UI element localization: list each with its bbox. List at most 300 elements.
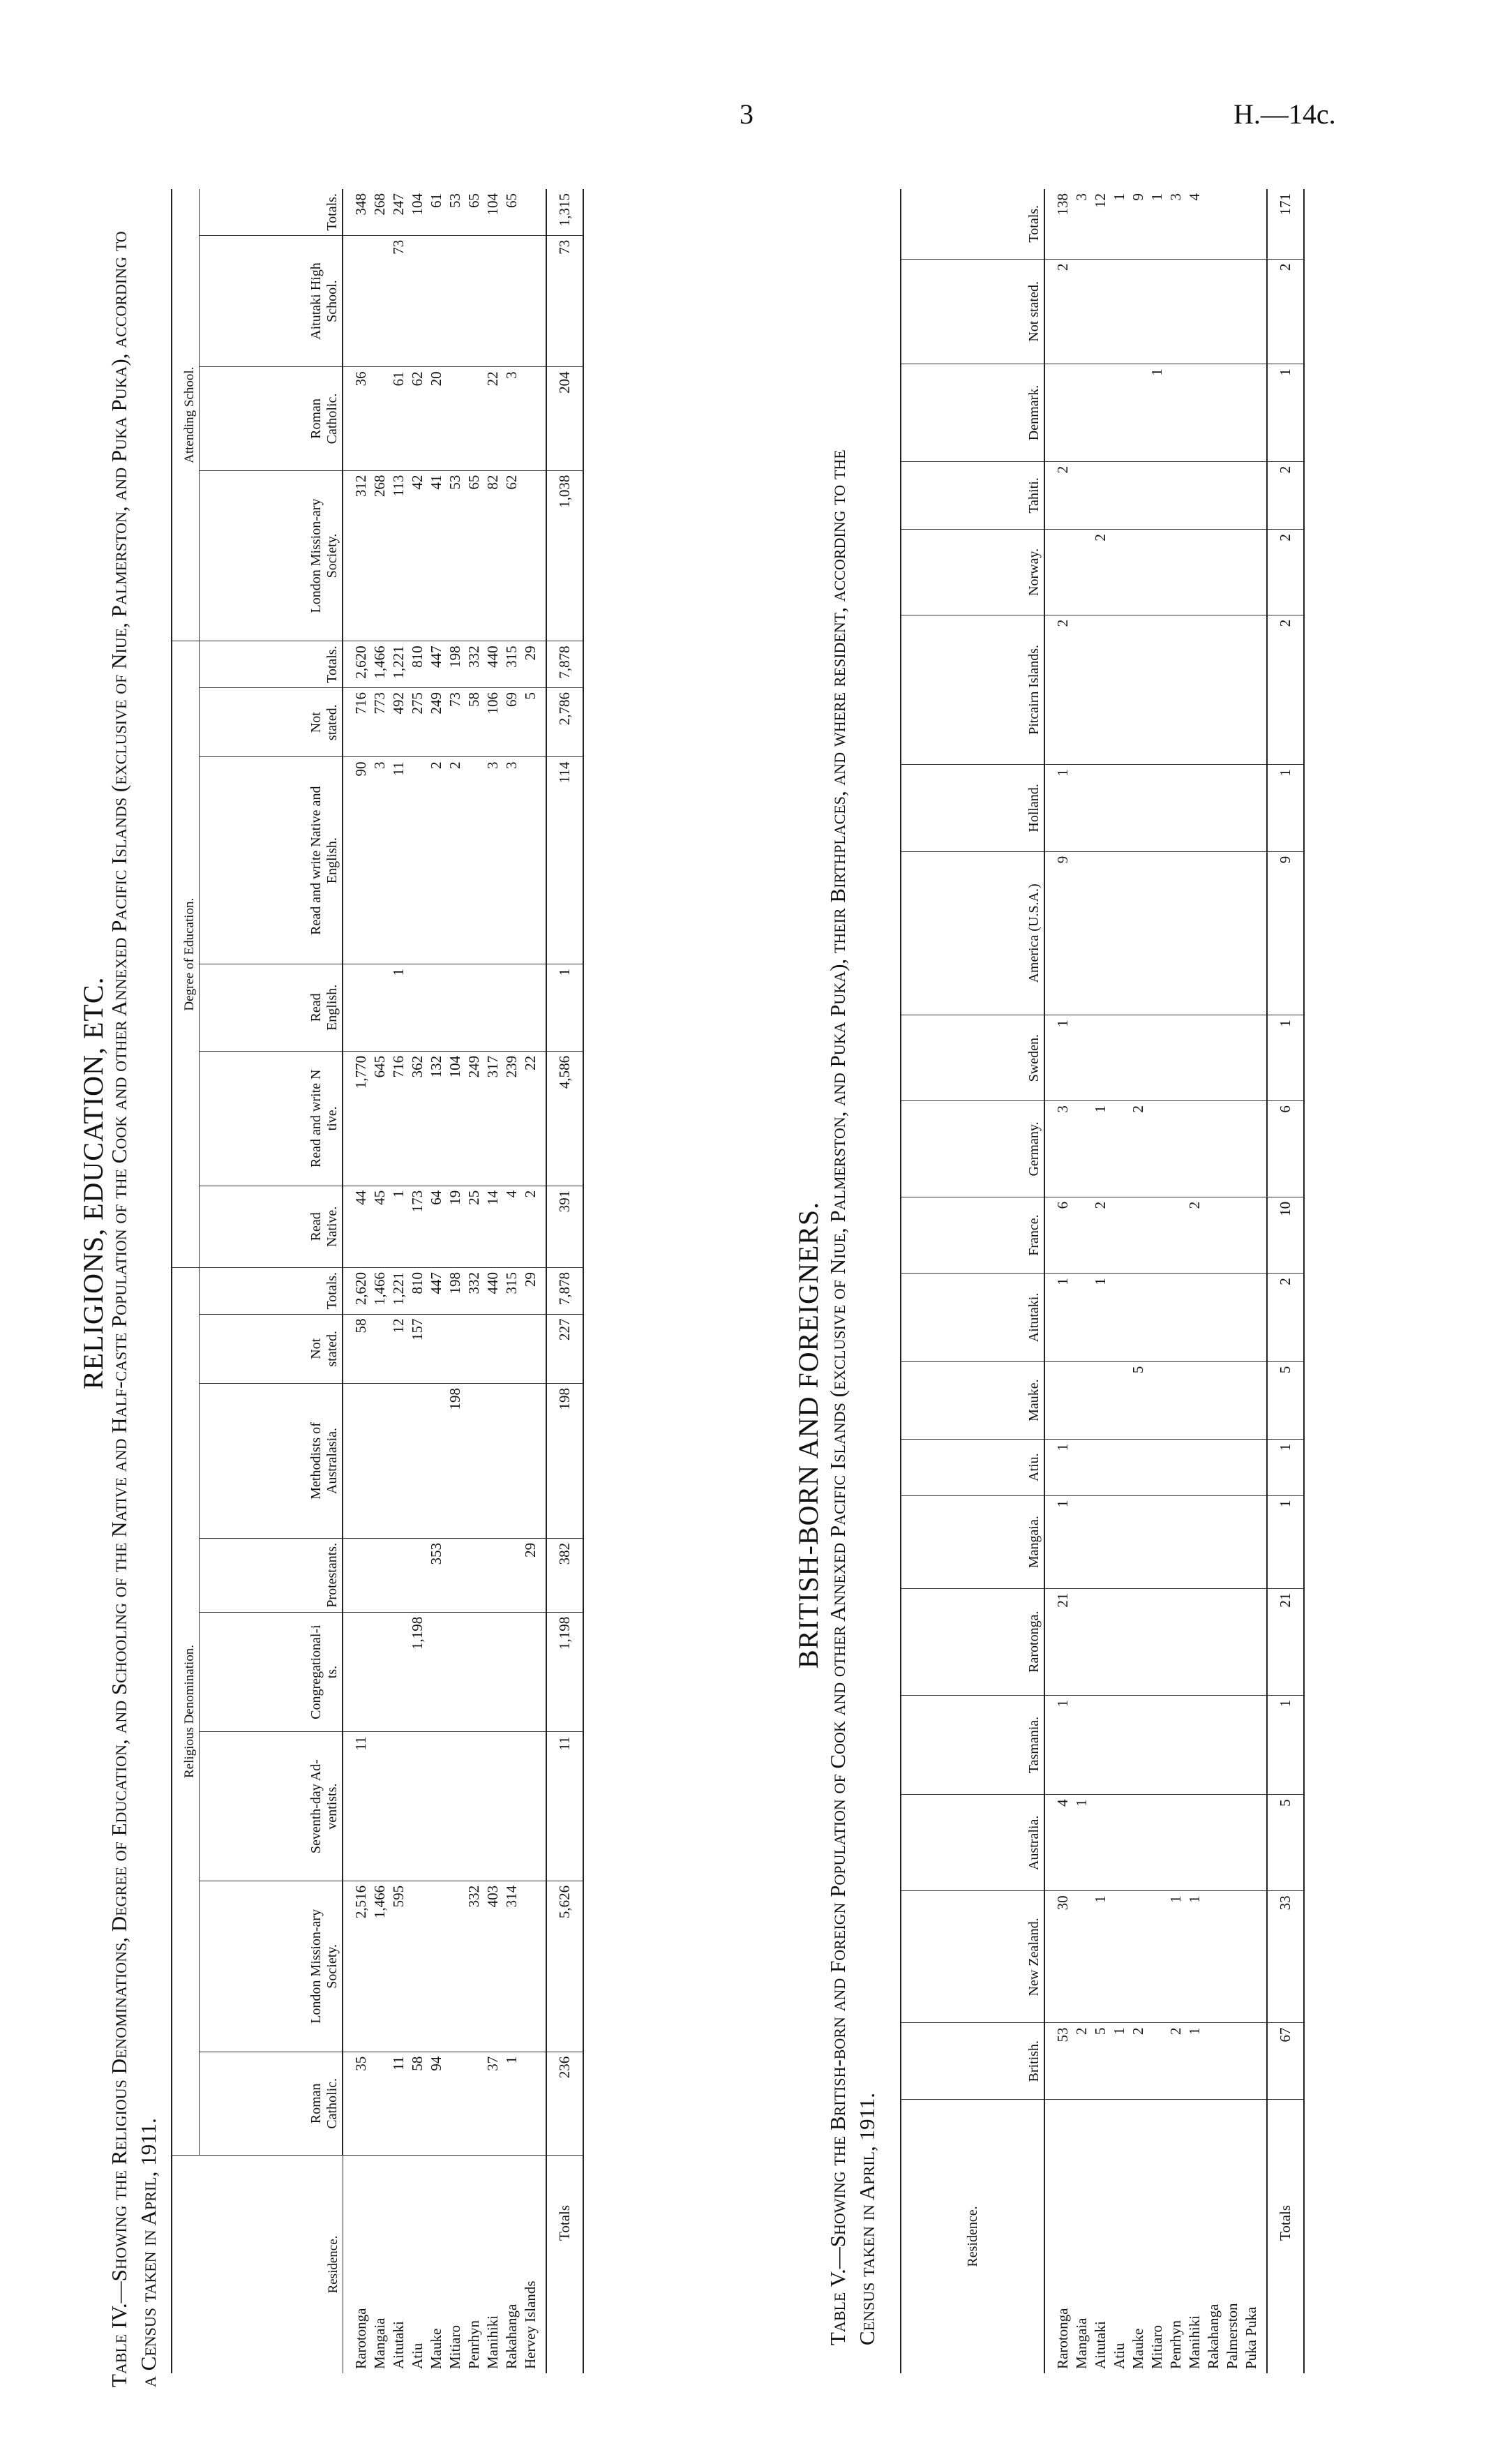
table-cell xyxy=(408,1881,427,2052)
table-cell xyxy=(1072,1695,1091,1795)
table-cell xyxy=(446,1612,465,1732)
table-cell: 1 xyxy=(1072,1795,1091,1891)
table-cell xyxy=(1148,1274,1167,1361)
table-cell xyxy=(465,2052,483,2155)
table-cell xyxy=(1091,1588,1110,1695)
table-cell xyxy=(1204,364,1223,462)
total-cell: 9 xyxy=(1267,851,1304,1015)
table-cell: 1 xyxy=(502,2052,521,2155)
table-cell: 104 xyxy=(484,193,501,216)
table-cell xyxy=(1072,530,1091,615)
table-cell: 1 xyxy=(1148,193,1165,201)
table-cell xyxy=(343,1384,370,1539)
table-row xyxy=(1148,189,1167,2373)
column-header: Atiu. xyxy=(901,1439,1044,1495)
table-cell xyxy=(1223,1439,1242,1495)
table-cell xyxy=(1129,461,1148,529)
total-cell: 1 xyxy=(1267,1495,1304,1588)
table-cell: 58 xyxy=(408,2052,427,2155)
table-cell xyxy=(483,1732,502,1881)
table-cell: 2,516 xyxy=(343,1881,370,2052)
column-header: Germany. xyxy=(901,1101,1044,1197)
table-cell: 2 xyxy=(1129,1101,1148,1197)
total-cell: 1 xyxy=(1267,364,1304,462)
table-v-label: Table V. xyxy=(825,2269,850,2345)
table-cell xyxy=(408,964,427,1051)
table-cell xyxy=(1242,259,1267,364)
table-cell: 1 xyxy=(1185,1891,1204,2023)
table-cell: 249 xyxy=(465,1051,483,1186)
table-cell: 3 xyxy=(1044,1101,1072,1197)
table-cell: 14 xyxy=(483,1186,502,1267)
table-cell: 53 xyxy=(447,193,463,208)
table-cell xyxy=(1223,2023,1242,2100)
row-label: Manihiki xyxy=(1185,2100,1204,2374)
table-cell xyxy=(1110,461,1129,529)
table-cell xyxy=(1242,364,1267,462)
table-cell: 3 xyxy=(1073,193,1090,201)
table-cell: 58 xyxy=(343,1314,370,1383)
section-title-religions: RELIGIONS, EDUCATION, ETC. xyxy=(77,976,109,1389)
table-cell xyxy=(1129,1015,1148,1101)
table-cell xyxy=(1204,851,1223,1015)
table-cell xyxy=(1129,615,1148,764)
row-label: Rakahanga xyxy=(502,2156,521,2374)
table-cell xyxy=(1148,1361,1167,1439)
table-cell: 1 xyxy=(1167,1891,1185,2023)
table-cell xyxy=(427,1314,446,1383)
table-cell xyxy=(1242,851,1267,1015)
table-cell xyxy=(1167,1439,1185,1495)
table-cell: 332 xyxy=(465,1881,483,2052)
table-cell xyxy=(1072,1588,1091,1695)
column-header: Totals. xyxy=(901,189,1044,259)
table-cell xyxy=(1242,189,1267,259)
table-cell xyxy=(1242,461,1267,529)
table-cell xyxy=(502,964,521,1051)
table-cell xyxy=(1129,259,1148,364)
row-label: Rarotonga xyxy=(343,2156,370,2374)
total-cell: 1 xyxy=(1267,1015,1304,1101)
table-cell: 65 xyxy=(465,470,483,641)
table-cell xyxy=(1091,765,1110,852)
table-cell xyxy=(1129,364,1148,462)
table-cell xyxy=(1129,1197,1148,1273)
table-cell: 447 xyxy=(427,641,446,688)
table-cell: 9 xyxy=(1044,851,1072,1015)
row-label: Penrhyn xyxy=(465,2156,483,2374)
group-header-school: Attending School. xyxy=(172,189,200,641)
table-cell xyxy=(370,235,389,367)
row-label: Penrhyn xyxy=(1167,2100,1185,2374)
table-cell xyxy=(1072,1891,1091,2023)
table-cell xyxy=(1148,259,1167,364)
column-header: Mauke. xyxy=(901,1361,1044,1439)
row-label: Mangaia xyxy=(370,2156,389,2374)
row-label: Rarotonga xyxy=(1044,2100,1072,2374)
table-cell xyxy=(1242,2023,1267,2100)
table-cell: 2,620 xyxy=(343,641,370,688)
table-cell xyxy=(1185,1101,1204,1197)
table-cell xyxy=(1185,851,1204,1015)
table-cell: 104 xyxy=(446,1051,465,1186)
table-cell xyxy=(1072,259,1091,364)
table-cell: 1 xyxy=(1044,765,1072,852)
table-cell: 353 xyxy=(427,1538,446,1612)
table-cell xyxy=(1223,765,1242,852)
table-cell: 247 xyxy=(390,193,407,216)
table-cell xyxy=(1110,1015,1129,1101)
row-label: Atiu xyxy=(408,2156,427,2374)
table-cell xyxy=(1242,1015,1267,1101)
table-cell: 69 xyxy=(502,688,521,757)
table-cell: 41 xyxy=(427,470,446,641)
totals-row xyxy=(546,189,583,2373)
table-cell xyxy=(483,1314,502,1383)
table-cell: 45 xyxy=(370,1186,389,1267)
table-cell xyxy=(370,1314,389,1383)
table-cell xyxy=(1044,530,1072,615)
table-cell xyxy=(521,367,546,470)
column-header: Totals. xyxy=(200,189,343,235)
table-cell: 249 xyxy=(427,688,446,757)
table-cell xyxy=(1110,765,1129,852)
table-cell xyxy=(1148,615,1167,764)
table-cell xyxy=(1204,1274,1223,1361)
table-cell xyxy=(427,1732,446,1881)
table-cell xyxy=(446,1881,465,2052)
total-cell: 5,626 xyxy=(546,1881,583,2052)
table-cell xyxy=(521,964,546,1051)
table-cell: 773 xyxy=(370,688,389,757)
table-cell: 22 xyxy=(521,1051,546,1186)
table-cell xyxy=(1185,1015,1204,1101)
table-cell xyxy=(1110,615,1129,764)
table-cell: 61 xyxy=(428,193,444,208)
table-cell xyxy=(1242,615,1267,764)
table-cell: 3 xyxy=(502,757,521,964)
table-cell xyxy=(1072,461,1091,529)
table-cell xyxy=(1242,1274,1267,1361)
table-cell xyxy=(1129,1891,1148,2023)
table-cell xyxy=(1148,1588,1167,1695)
total-cell: 2 xyxy=(1267,1274,1304,1361)
table-cell xyxy=(1091,615,1110,764)
table-cell xyxy=(1129,1439,1148,1495)
table-v-caption-text: —Showing the British-born and Foreign Population of Cook and other Annexed Pacific Islands (exclusive of Niue, Palmerston, and Puka Puka), their Birthplaces, and where resident, according to the Census taken in April, 1911. xyxy=(825,449,879,2345)
column-header: Pitcairn Islands. xyxy=(901,615,1044,764)
table-cell: 11 xyxy=(343,1732,370,1881)
table-cell xyxy=(1148,1495,1167,1588)
table-cell xyxy=(1148,1197,1167,1273)
table-cell: 5 xyxy=(1129,1361,1148,1439)
table-cell xyxy=(1223,1795,1242,1891)
table-cell xyxy=(1167,1361,1185,1439)
table-cell: 1 xyxy=(1091,1101,1110,1197)
row-label: Hervey Islands xyxy=(521,2156,546,2374)
table-cell: 440 xyxy=(483,1267,502,1314)
column-header: London Mission-ary Society. xyxy=(200,1881,343,2052)
table-row xyxy=(1091,189,1110,2373)
table-cell xyxy=(408,235,427,367)
table-cell: 810 xyxy=(408,641,427,688)
table-cell xyxy=(1110,530,1129,615)
column-header: Sweden. xyxy=(901,1015,1044,1101)
table-cell xyxy=(1091,1495,1110,1588)
table-cell: 2 xyxy=(1091,1197,1110,1273)
table-cell: 2 xyxy=(1185,1197,1204,1273)
column-header: Aitutaki. xyxy=(901,1274,1044,1361)
table-cell xyxy=(343,1538,370,1612)
row-label: Mauke xyxy=(427,2156,446,2374)
table-cell: 62 xyxy=(502,470,521,641)
column-header: Tasmania. xyxy=(901,1695,1044,1795)
table-cell xyxy=(1110,1495,1129,1588)
table-cell: 1 xyxy=(1091,1274,1110,1361)
table-cell xyxy=(1072,1495,1091,1588)
total-cell: 4,586 xyxy=(546,1051,583,1186)
column-header: Mangaia. xyxy=(901,1495,1044,1588)
total-cell: 1 xyxy=(1267,1439,1304,1495)
column-header: Totals. xyxy=(200,1267,343,1314)
table-cell xyxy=(1223,1015,1242,1101)
table-cell xyxy=(1129,1795,1148,1891)
table-row xyxy=(1204,189,1223,2373)
total-cell: 33 xyxy=(1267,1891,1304,2023)
table-cell xyxy=(1223,1695,1242,1795)
row-label: Mauke xyxy=(1129,2100,1148,2374)
page-number: 3 xyxy=(740,98,753,130)
table-cell xyxy=(1204,765,1223,852)
table-cell: 810 xyxy=(408,1267,427,1314)
table-cell: 645 xyxy=(370,1051,389,1186)
total-cell: 2 xyxy=(1267,530,1304,615)
table-cell xyxy=(502,1732,521,1881)
table-cell xyxy=(1091,1439,1110,1495)
table-cell xyxy=(1167,1274,1185,1361)
table-cell xyxy=(1072,1101,1091,1197)
table-cell: 29 xyxy=(521,641,546,688)
table-cell: 314 xyxy=(502,1881,521,2052)
table-cell: 132 xyxy=(427,1051,446,1186)
table-cell xyxy=(1242,1588,1267,1695)
table-cell xyxy=(1223,461,1242,529)
table-cell xyxy=(1072,1197,1091,1273)
table-cell: 53 xyxy=(446,470,465,641)
column-header: Rarotonga. xyxy=(901,1588,1044,1695)
table-row xyxy=(1072,189,1091,2373)
table-cell: 317 xyxy=(483,1051,502,1186)
table-cell xyxy=(1044,1361,1072,1439)
table-cell: 1,770 xyxy=(343,1051,370,1186)
table-cell: 58 xyxy=(465,688,483,757)
table-cell xyxy=(1204,1439,1223,1495)
table-cell xyxy=(389,1732,408,1881)
table-cell: 2,620 xyxy=(343,1267,370,1314)
table-cell: 22 xyxy=(483,367,502,470)
column-header: Holland. xyxy=(901,765,1044,852)
total-cell: 1 xyxy=(1267,765,1304,852)
table-cell xyxy=(1185,1274,1204,1361)
row-label: Mitiaro xyxy=(1148,2100,1167,2374)
table-cell xyxy=(465,1538,483,1612)
table-iv-label: Table IV. xyxy=(107,2303,131,2387)
table-cell: 94 xyxy=(427,2052,446,2155)
table-cell xyxy=(1223,1588,1242,1695)
table-cell: 4 xyxy=(1186,193,1203,201)
table-cell: 29 xyxy=(521,1538,546,1612)
table-cell xyxy=(1167,364,1185,462)
table-cell: 1 xyxy=(1044,1015,1072,1101)
table-cell: 73 xyxy=(389,235,408,367)
total-cell: 391 xyxy=(546,1186,583,1267)
table-cell xyxy=(343,235,370,367)
table-cell: 61 xyxy=(389,367,408,470)
table-cell xyxy=(1167,1495,1185,1588)
column-header: Read Native. xyxy=(200,1186,343,1267)
total-cell: 114 xyxy=(546,757,583,964)
table-cell: 138 xyxy=(1054,193,1071,216)
table-cell xyxy=(1044,364,1072,462)
residence-header: Residence. xyxy=(172,2156,343,2374)
column-header: America (U.S.A.) xyxy=(901,851,1044,1015)
table-cell xyxy=(1185,1361,1204,1439)
table-iv-caption-text: —Showing the Religious Denominations, Degree of Education, and Schooling of the Native and Half-caste Population of the Cook and other Annexed Pacific Islands (exclusive of Niue, Palmerston, and Puka Puka), according to a Census taken in April, 1911. xyxy=(107,231,160,2387)
table-cell: 11 xyxy=(389,757,408,964)
table-cell xyxy=(465,1314,483,1383)
table-cell xyxy=(1129,1495,1148,1588)
table-cell xyxy=(1072,364,1091,462)
table-cell: 595 xyxy=(389,1881,408,2052)
table-cell: 37 xyxy=(483,2052,502,2155)
table-cell xyxy=(1110,364,1129,462)
table-cell: 173 xyxy=(408,1186,427,1267)
total-cell: 2 xyxy=(1267,615,1304,764)
table-cell xyxy=(1110,851,1129,1015)
table-cell xyxy=(465,1732,483,1881)
total-cell: 2 xyxy=(1267,461,1304,529)
table-cell xyxy=(1223,189,1242,259)
table-cell xyxy=(370,2052,389,2155)
row-label: Aitutaki xyxy=(1091,2100,1110,2374)
document-reference: H.—14c. xyxy=(1233,98,1336,130)
column-header: Read and write N tive. xyxy=(200,1051,343,1186)
table-cell xyxy=(1204,1695,1223,1795)
table-cell xyxy=(1110,1588,1129,1695)
table-row xyxy=(1129,189,1148,2373)
table-cell: 1,221 xyxy=(389,1267,408,1314)
column-header: New Zealand. xyxy=(901,1891,1044,2023)
total-cell: 10 xyxy=(1267,1197,1304,1273)
column-header: Protestants. xyxy=(200,1538,343,1612)
table-cell xyxy=(1091,259,1110,364)
table-cell xyxy=(1185,1695,1204,1795)
table-cell xyxy=(1204,1015,1223,1101)
table-cell xyxy=(1091,851,1110,1015)
table-cell xyxy=(446,235,465,367)
column-header: Read English. xyxy=(200,964,343,1051)
table-cell xyxy=(1204,1101,1223,1197)
table-cell: 1 xyxy=(389,964,408,1051)
table-cell xyxy=(1072,765,1091,852)
table-cell xyxy=(521,189,546,235)
table-cell: 65 xyxy=(465,193,482,208)
total-cell: 227 xyxy=(546,1314,583,1383)
table-row xyxy=(370,189,389,2373)
row-label: Atiu xyxy=(1110,2100,1129,2374)
table-cell xyxy=(370,1538,389,1612)
column-header: Methodists of Australasia. xyxy=(200,1384,343,1539)
table-cell xyxy=(1129,530,1148,615)
total-cell: 198 xyxy=(546,1384,583,1539)
table-cell xyxy=(1185,615,1204,764)
table-cell: 2 xyxy=(427,757,446,964)
table-row xyxy=(483,189,502,2373)
row-label: Manihiki xyxy=(483,2156,502,2374)
table-cell: 5 xyxy=(521,688,546,757)
table-row xyxy=(502,189,521,2373)
table-cell: 315 xyxy=(502,641,521,688)
table-cell: 4 xyxy=(502,1186,521,1267)
table-cell xyxy=(1223,364,1242,462)
column-header: Not stated. xyxy=(901,259,1044,364)
table-cell xyxy=(1167,1588,1185,1695)
table-cell xyxy=(465,235,483,367)
table-cell xyxy=(521,2052,546,2155)
table-cell: 1 xyxy=(1148,364,1167,462)
table-cell xyxy=(1072,1015,1091,1101)
table-cell xyxy=(1072,1361,1091,1439)
totals-label: Totals xyxy=(1267,2100,1304,2374)
table-cell: 2 xyxy=(1129,2023,1148,2100)
column-header: Denmark. xyxy=(901,364,1044,462)
table-cell: 1 xyxy=(1044,1274,1072,1361)
table-cell: 2 xyxy=(1167,2023,1185,2100)
total-cell: 7,878 xyxy=(546,641,583,688)
table-cell xyxy=(1242,1495,1267,1588)
table-cell xyxy=(1167,1101,1185,1197)
table-cell: 2 xyxy=(1072,2023,1091,2100)
table-cell: 65 xyxy=(503,193,520,208)
table-cell xyxy=(521,1314,546,1383)
column-header: Congregational-i ts. xyxy=(200,1612,343,1732)
table-cell: 42 xyxy=(408,470,427,641)
table-cell xyxy=(1223,1274,1242,1361)
rotated-content xyxy=(0,119,1500,2464)
table-cell xyxy=(1072,1274,1091,1361)
table-cell: 447 xyxy=(427,1267,446,1314)
table-cell xyxy=(1242,1695,1267,1795)
table-cell xyxy=(1204,1795,1223,1891)
total-cell: 5 xyxy=(1267,1795,1304,1891)
table-cell xyxy=(408,1384,427,1539)
table-cell: 113 xyxy=(389,470,408,641)
table-cell xyxy=(1223,259,1242,364)
table-cell xyxy=(1242,1101,1267,1197)
table-cell xyxy=(1167,851,1185,1015)
table-cell xyxy=(483,964,502,1051)
table-cell: 268 xyxy=(371,193,388,216)
table-cell xyxy=(483,1612,502,1732)
table-cell xyxy=(1185,1495,1204,1588)
total-cell: 382 xyxy=(546,1538,583,1612)
table-cell xyxy=(1204,1197,1223,1273)
table-cell xyxy=(521,1384,546,1539)
column-header: Aitutaki High School. xyxy=(200,235,343,367)
table-cell: 1 xyxy=(1044,1439,1072,1495)
row-label: Mitiaro xyxy=(446,2156,465,2374)
table-cell: 268 xyxy=(370,470,389,641)
